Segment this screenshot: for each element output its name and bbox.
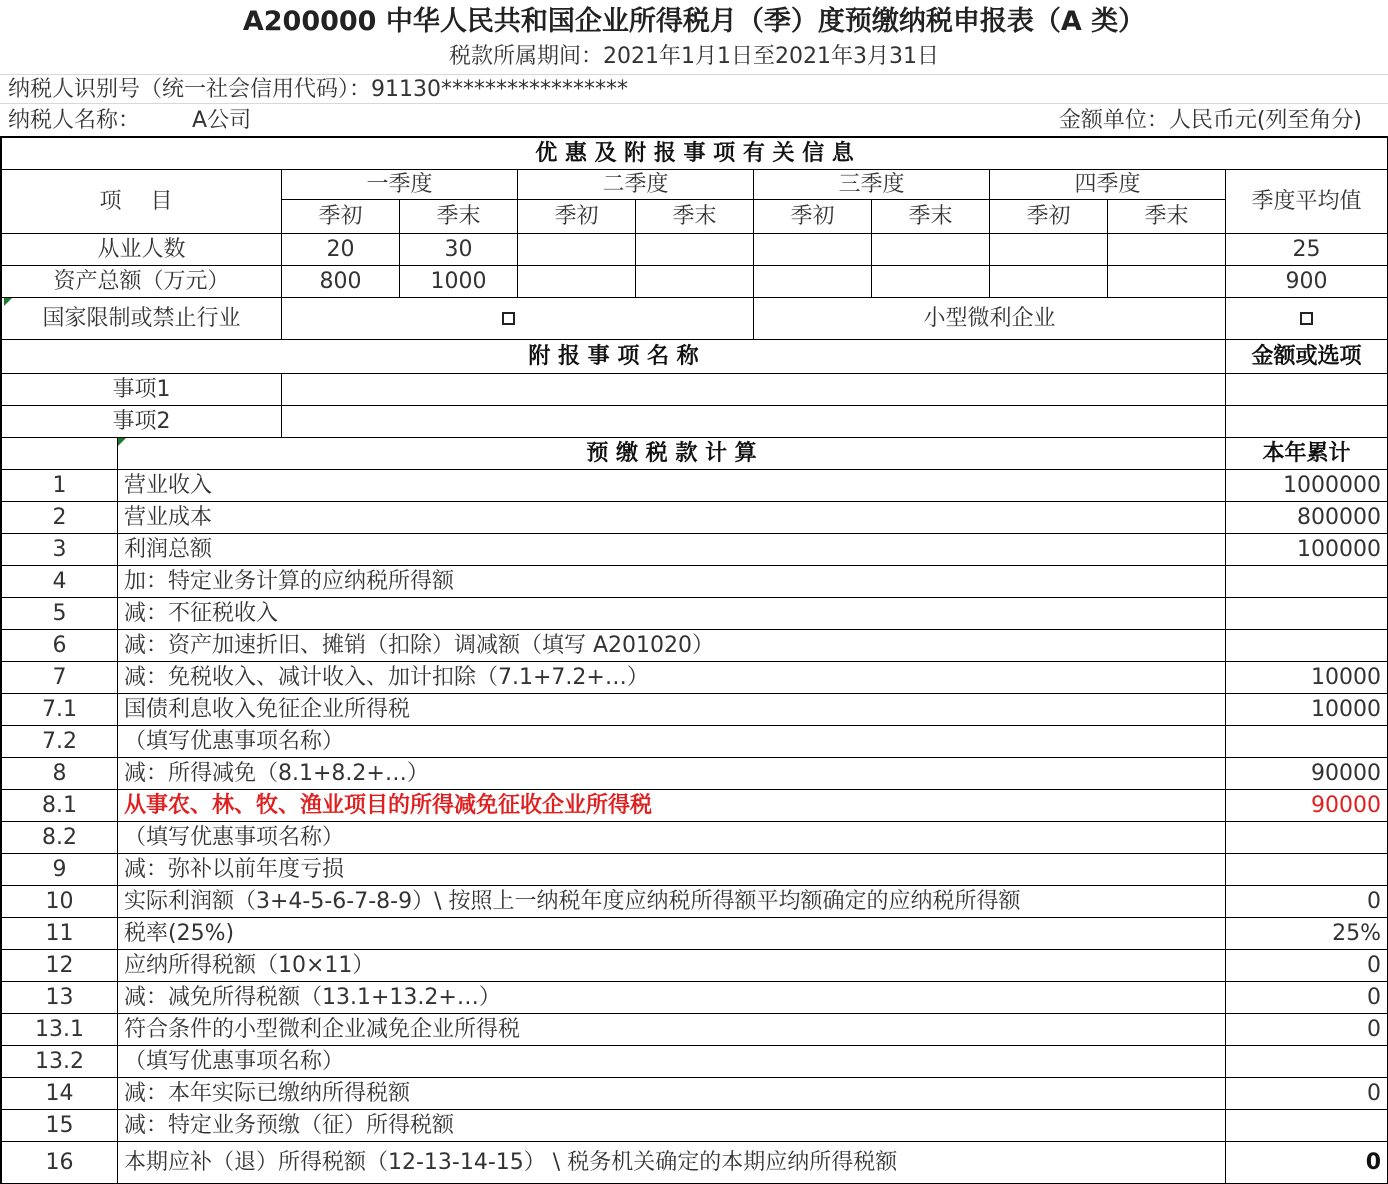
attached-item-label: 事项2 [2,406,282,438]
prepay-row-number: 7.2 [2,726,118,758]
indicator-value [754,266,872,298]
indicator-value [636,266,754,298]
checkbox-icon [1300,312,1313,325]
prepay-row-number: 2 [2,502,118,534]
indicator-value [1108,266,1226,298]
prepay-row-value [1226,566,1388,598]
restricted-industry-label: 国家限制或禁止行业 [2,298,282,340]
prepay-row-number: 5 [2,598,118,630]
prepay-row-value: 10000 [1226,694,1388,726]
indicator-average: 25 [1226,234,1388,266]
prepay-row-value: 90000 [1226,758,1388,790]
year-total-header: 本年累计 [1226,438,1388,470]
checkbox-icon [502,312,515,325]
quarter-header: 四季度 [990,170,1226,200]
prepay-row-number: 8.1 [2,790,118,822]
prepay-row-value: 0 [1226,1142,1388,1184]
prepay-row-name: 减：所得减免（8.1+8.2+…） [118,758,1226,790]
attached-item-amount [1226,406,1388,438]
prepay-number-header [2,438,118,470]
prepay-row-number: 13.2 [2,1046,118,1078]
prepay-row-value [1226,630,1388,662]
prepay-row-value: 0 [1226,1014,1388,1046]
quarter-average-header: 季度平均值 [1226,170,1388,234]
prepay-row-number: 7 [2,662,118,694]
prepay-row-number: 8 [2,758,118,790]
prepay-row-name: 减：免税收入、减计收入、加计扣除（7.1+7.2+…） [118,662,1226,694]
prepay-row-number: 14 [2,1078,118,1110]
indicator-average: 900 [1226,266,1388,298]
form-title: A200000 中华人民共和国企业所得税月（季）度预缴纳税申报表（A 类） [242,6,1146,37]
indicator-value [518,266,636,298]
prepay-row-number: 13.1 [2,1014,118,1046]
prepay-row-number: 11 [2,918,118,950]
prepay-row-number: 4 [2,566,118,598]
quarter-end-header: 季末 [1108,200,1226,234]
prepay-row-name: 营业成本 [118,502,1226,534]
prepay-row-number: 15 [2,1110,118,1142]
quarter-start-header: 季初 [754,200,872,234]
prepay-row-name: 减：减免所得税额（13.1+13.2+…） [118,982,1226,1014]
prepay-row-value: 25% [1226,918,1388,950]
attached-item-content [282,406,1226,438]
prepay-row-number: 16 [2,1142,118,1184]
taxpayer-id: 纳税人识别号（统一社会信用代码）：91130***************** [0,74,1388,104]
prepay-row-value: 0 [1226,1078,1388,1110]
attached-item-amount [1226,374,1388,406]
prepay-row-name: 减：不征税收入 [118,598,1226,630]
prepay-row-name: 国债利息收入免征企业所得税 [118,694,1226,726]
quarter-header: 二季度 [518,170,754,200]
prepay-row-name: 营业收入 [118,470,1226,502]
prepay-row-value [1226,1046,1388,1078]
indicator-value [872,234,990,266]
prepay-row-value: 0 [1226,950,1388,982]
attached-item-label: 事项1 [2,374,282,406]
attached-item-content [282,374,1226,406]
cell-comment-marker-icon [4,298,12,306]
quarter-header: 三季度 [754,170,990,200]
quarter-start-header: 季初 [518,200,636,234]
indicator-value: 800 [282,266,400,298]
prepay-row-name: 减：弥补以前年度亏损 [118,854,1226,886]
prepay-row-name: 税率(25%) [118,918,1226,950]
prepay-row-name: 应纳所得税额（10×11） [118,950,1226,982]
prepay-row-value: 0 [1226,886,1388,918]
prepay-row-number: 13 [2,982,118,1014]
prepay-row-value: 90000 [1226,790,1388,822]
prepay-row-value: 800000 [1226,502,1388,534]
prepay-row-value [1226,1110,1388,1142]
quarter-start-header: 季初 [990,200,1108,234]
indicator-value [1108,234,1226,266]
prepay-row-number: 1 [2,470,118,502]
indicator-value [990,234,1108,266]
prepay-row-number: 8.2 [2,822,118,854]
prepay-row-number: 7.1 [2,694,118,726]
prepay-row-number: 9 [2,854,118,886]
prepay-row-number: 6 [2,630,118,662]
indicator-value: 1000 [400,266,518,298]
prepay-row-value: 10000 [1226,662,1388,694]
prepay-row-name: 从事农、林、牧、渔业项目的所得减免征收企业所得税 [118,790,1226,822]
small-enterprise-label: 小型微利企业 [754,298,1226,340]
quarter-end-header: 季末 [400,200,518,234]
quarter-header: 一季度 [282,170,518,200]
taxpayer-name: A公司 [192,108,252,133]
quarter-end-header: 季末 [636,200,754,234]
prepay-row-name: 本期应补（退）所得税额（12-13-14-15） \ 税务机关确定的本期应纳所得税额 [118,1142,1226,1184]
indicator-label: 资产总额（万元） [2,266,282,298]
prepay-row-value [1226,854,1388,886]
indicator-value: 30 [400,234,518,266]
amount-unit: 金额单位：人民币元(列至角分) [1058,108,1362,133]
amount-or-option-header: 金额或选项 [1226,340,1388,374]
indicator-value [754,234,872,266]
prepay-row-number: 3 [2,534,118,566]
section-title-attached: 附 报 事 项 名 称 [2,340,1226,374]
section-title-preferential: 优 惠 及 附 报 事 项 有 关 信 息 [2,138,1388,170]
prepay-row-value [1226,598,1388,630]
indicator-value [518,234,636,266]
taxpayer-name-label: 纳税人名称： [8,108,141,133]
prepay-row-name: 减：特定业务预缴（征）所得税额 [118,1110,1226,1142]
tax-period: 税款所属期间：2021年1月1日至2021年3月31日 [449,44,939,69]
prepay-row-name: （填写优惠事项名称） [118,1046,1226,1078]
prepay-row-name: 加：特定业务计算的应纳税所得额 [118,566,1226,598]
restricted-industry-choice [282,298,754,340]
indicator-value: 20 [282,234,400,266]
indicator-value [636,234,754,266]
prepay-row-name: 利润总额 [118,534,1226,566]
prepay-row-name: 减：资产加速折旧、摊销（扣除）调减额（填写 A201020） [118,630,1226,662]
indicator-value [990,266,1108,298]
section-title-prepay: 预 缴 税 款 计 算 [118,438,1226,470]
prepay-row-value: 1000000 [1226,470,1388,502]
prepay-row-name: 符合条件的小型微利企业减免企业所得税 [118,1014,1226,1046]
item-header: 项 目 [2,170,282,234]
prepay-row-number: 10 [2,886,118,918]
prepay-row-value: 0 [1226,982,1388,1014]
small-enterprise-choice [1226,298,1388,340]
prepay-row-number: 12 [2,950,118,982]
prepay-row-name: 减：本年实际已缴纳所得税额 [118,1078,1226,1110]
prepay-row-value [1226,822,1388,854]
quarter-end-header: 季末 [872,200,990,234]
prepay-row-value: 100000 [1226,534,1388,566]
indicator-label: 从业人数 [2,234,282,266]
prepay-row-name: （填写优惠事项名称） [118,726,1226,758]
prepay-row-value [1226,726,1388,758]
quarter-start-header: 季初 [282,200,400,234]
prepay-row-name: （填写优惠事项名称） [118,822,1226,854]
prepay-row-name: 实际利润额（3+4-5-6-7-8-9）\ 按照上一纳税年度应纳税所得额平均额确定的应纳税所得额 [118,886,1226,918]
cell-comment-marker-icon [118,438,126,446]
indicator-value [872,266,990,298]
